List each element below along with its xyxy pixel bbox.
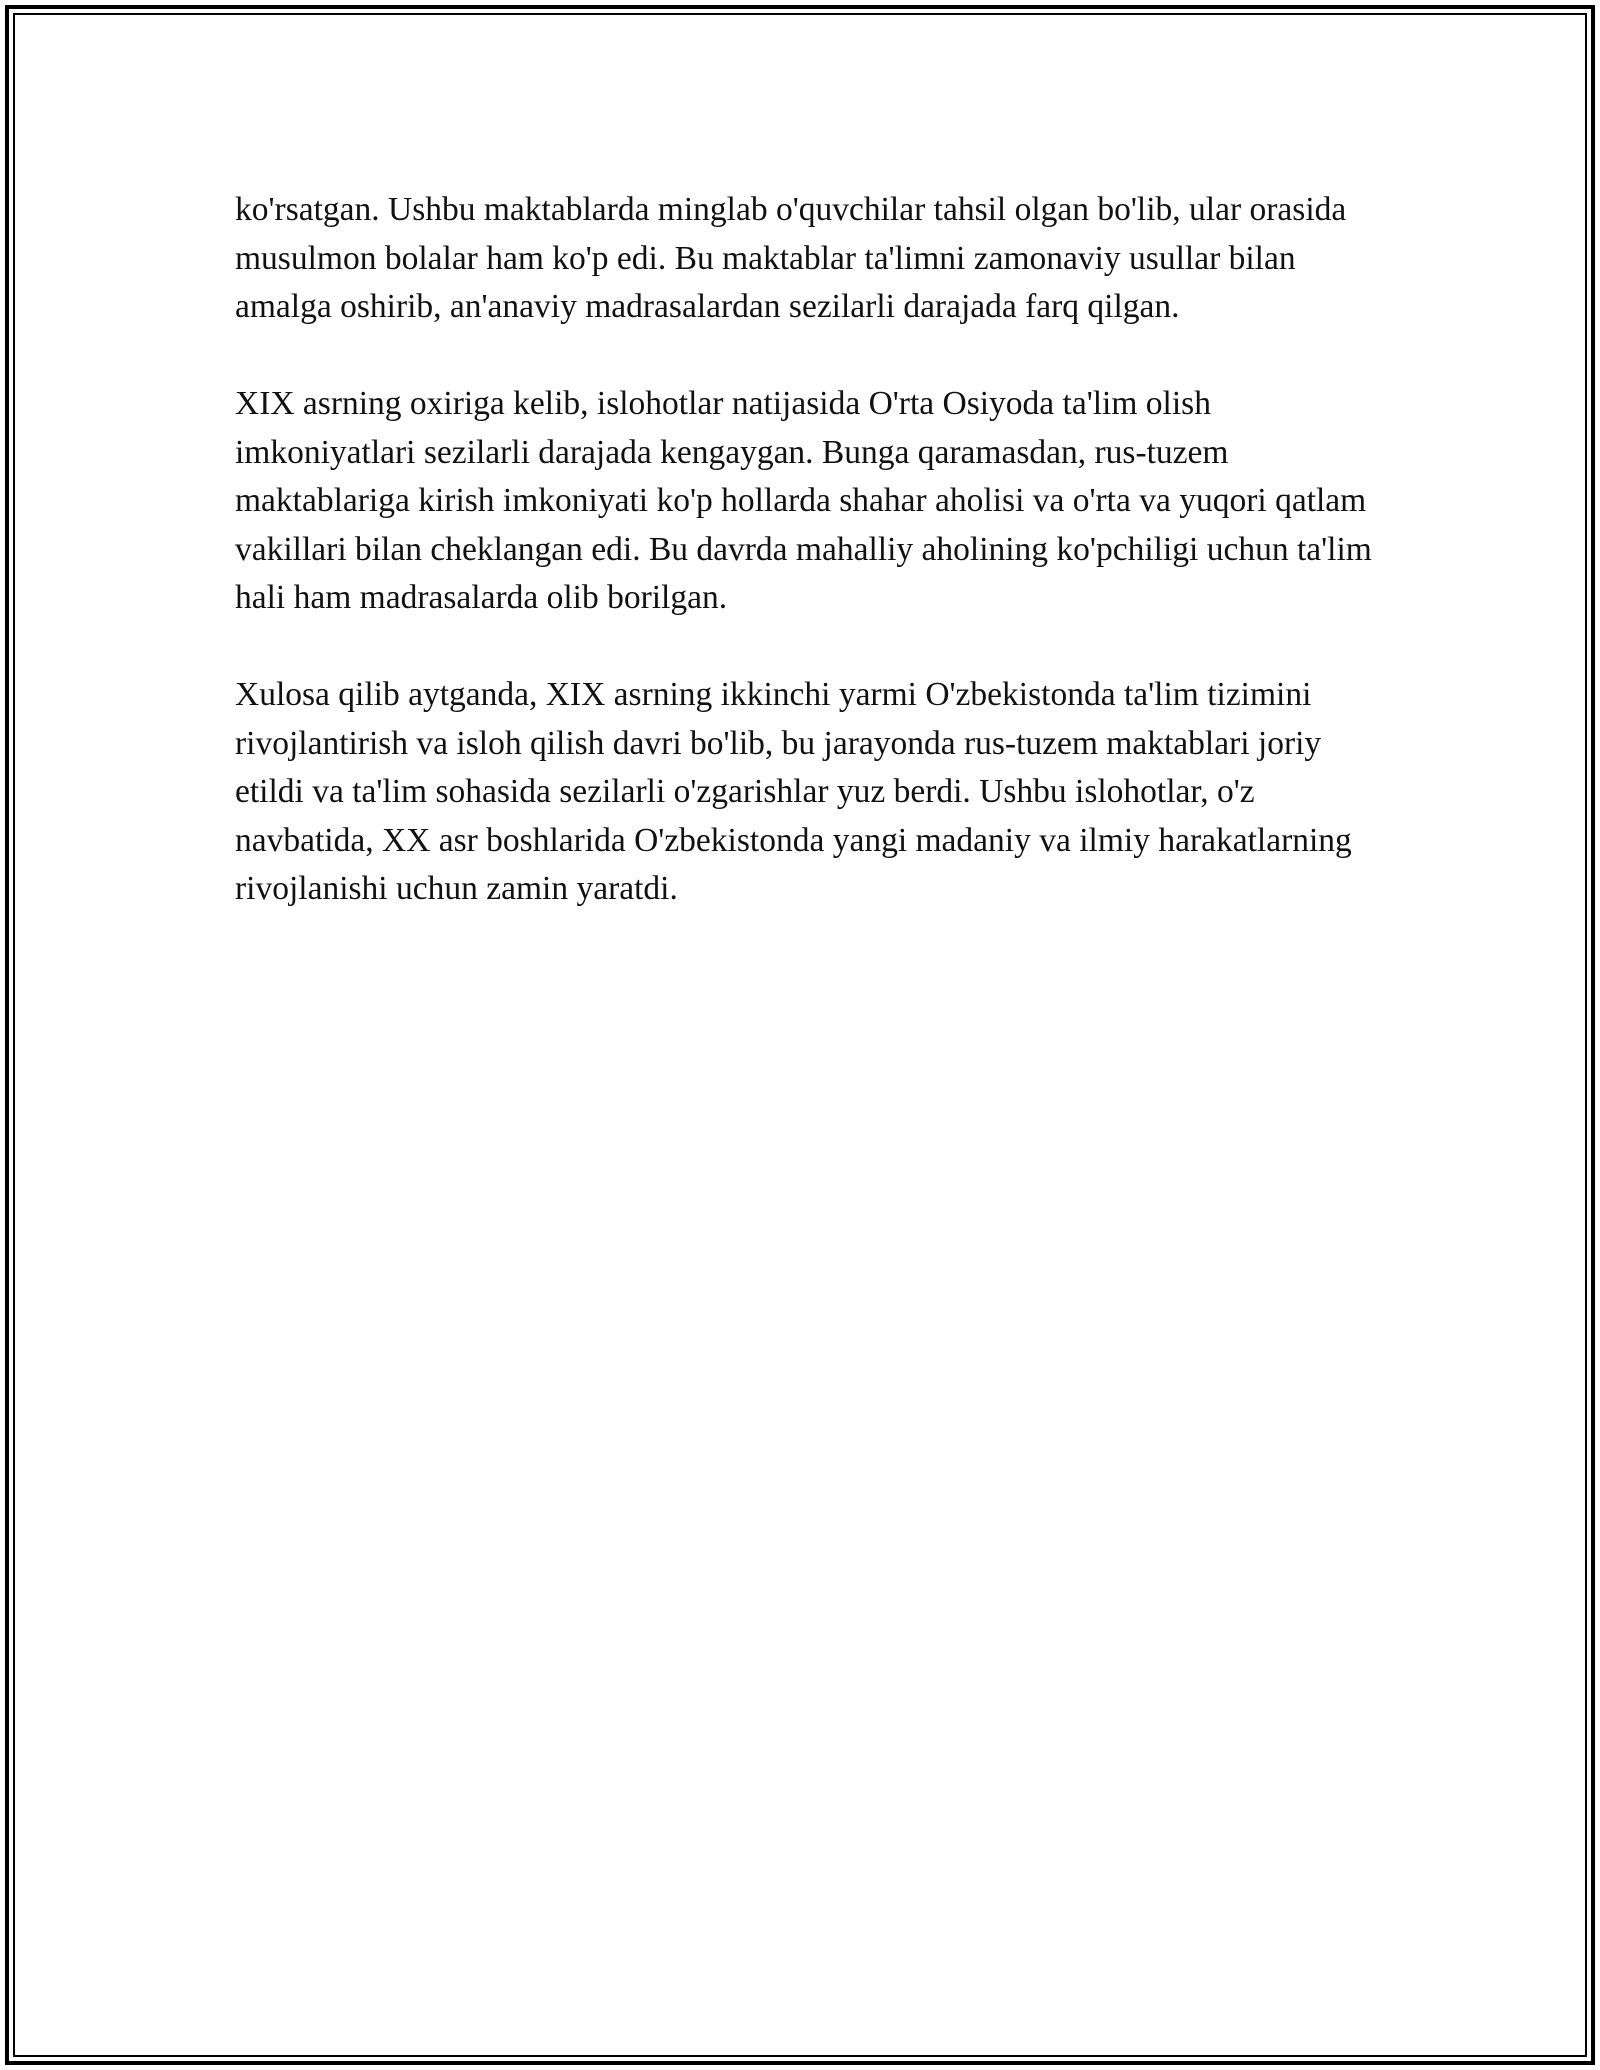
- paragraph-continuation: ko'rsatgan. Ushbu maktablarda minglab o'quvchilar tahsil olgan bo'lib, ular orasida musulmon bolalar ham ko'p edi. Bu maktablar ta'limni zamonaviy usullar bilan amalga oshirib, an'anaviy madrasalardan sezilarli darajada farq qilgan.: [235, 191, 1347, 325]
- paragraph-conclusion: Xulosa qilib aytganda, XIX asrning ikkinchi yarmi O'zbekistonda ta'lim tizimini rivojlantirish va isloh qilish davri bo'lib, bu jarayonda rus-tuzem maktablari joriy etildi va ta'lim sohasida sezilarli o'zgarishlar yuz berdi. Ushbu islohotlar, o'z navbatida, XX asr boshlarida O'zbekistonda yangi madaniy va ilmiy harakatlarning rivojlanishi uchun zamin yaratdi.: [235, 676, 1352, 907]
- paragraph-reforms: XIX asrning oxiriga kelib, islohotlar natijasida O'rta Osiyoda ta'lim olish imkoniyatlari sezilarli darajada kengaygan. Bunga qaramasdan, rus-tuzem maktablariga kirish imkoniyati ko'p hollarda shahar aholisi va o'rta va yuqori qatlam vakillari bilan cheklangan edi. Bu davrda mahalliy aholining ko'pchiligi uchun ta'lim hali ham madrasalarda olib borilgan.: [235, 385, 1372, 616]
- document-body: [235, 186, 1395, 962]
